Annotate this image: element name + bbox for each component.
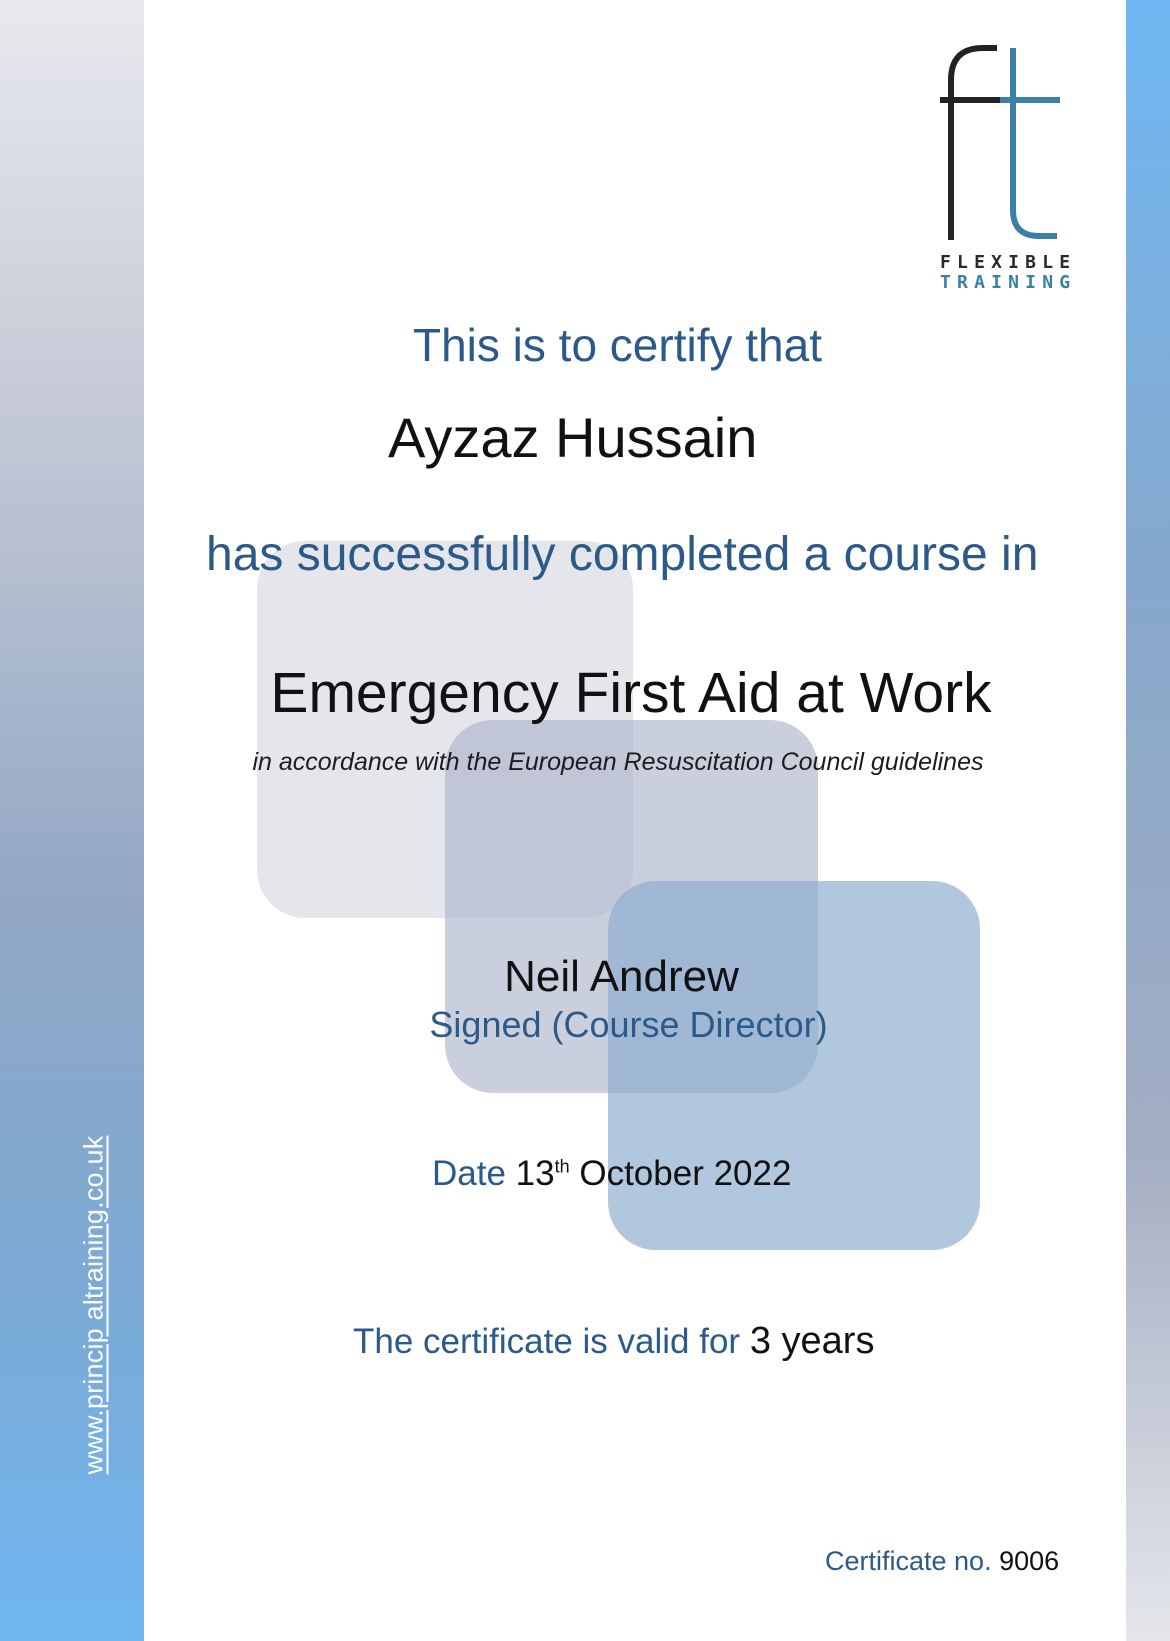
logo-word-training: TRAINING [940, 272, 1077, 293]
left-gradient-band [0, 0, 144, 1641]
certificate-number-label: Certificate no. [825, 1546, 992, 1576]
certificate-date [432, 1154, 791, 1194]
validity-statement [353, 1320, 874, 1363]
completion-phrase: has successfully completed a course in [206, 528, 1039, 581]
certificate-number [825, 1546, 1059, 1577]
flexible-training-logo [935, 40, 1077, 300]
signatory-role: Signed (Course Director) [429, 1004, 828, 1045]
date-day: 13th [515, 1154, 570, 1193]
certify-intro: This is to certify that [412, 319, 822, 371]
ft-monogram-icon [935, 40, 1065, 250]
validity-label: The certificate is valid for [353, 1322, 741, 1361]
date-label: Date [432, 1154, 506, 1193]
website-link[interactable]: www.princip altraining.co.uk [78, 1135, 109, 1475]
course-title: Emergency First Aid at Work [270, 661, 992, 725]
date-month-year: October 2022 [579, 1154, 792, 1193]
decorative-square-3 [608, 881, 980, 1250]
signatory-name: Neil Andrew [504, 952, 739, 1001]
recipient-name: Ayzaz Hussain [388, 406, 758, 469]
certificate-number-value: 9006 [999, 1546, 1060, 1576]
accordance-note: in accordance with the European Resuscitation Council guidelines [252, 748, 984, 776]
validity-value: 3 years [749, 1320, 875, 1362]
logo-word-flexible: FLEXIBLE [940, 252, 1077, 273]
right-gradient-band [1126, 0, 1170, 1641]
